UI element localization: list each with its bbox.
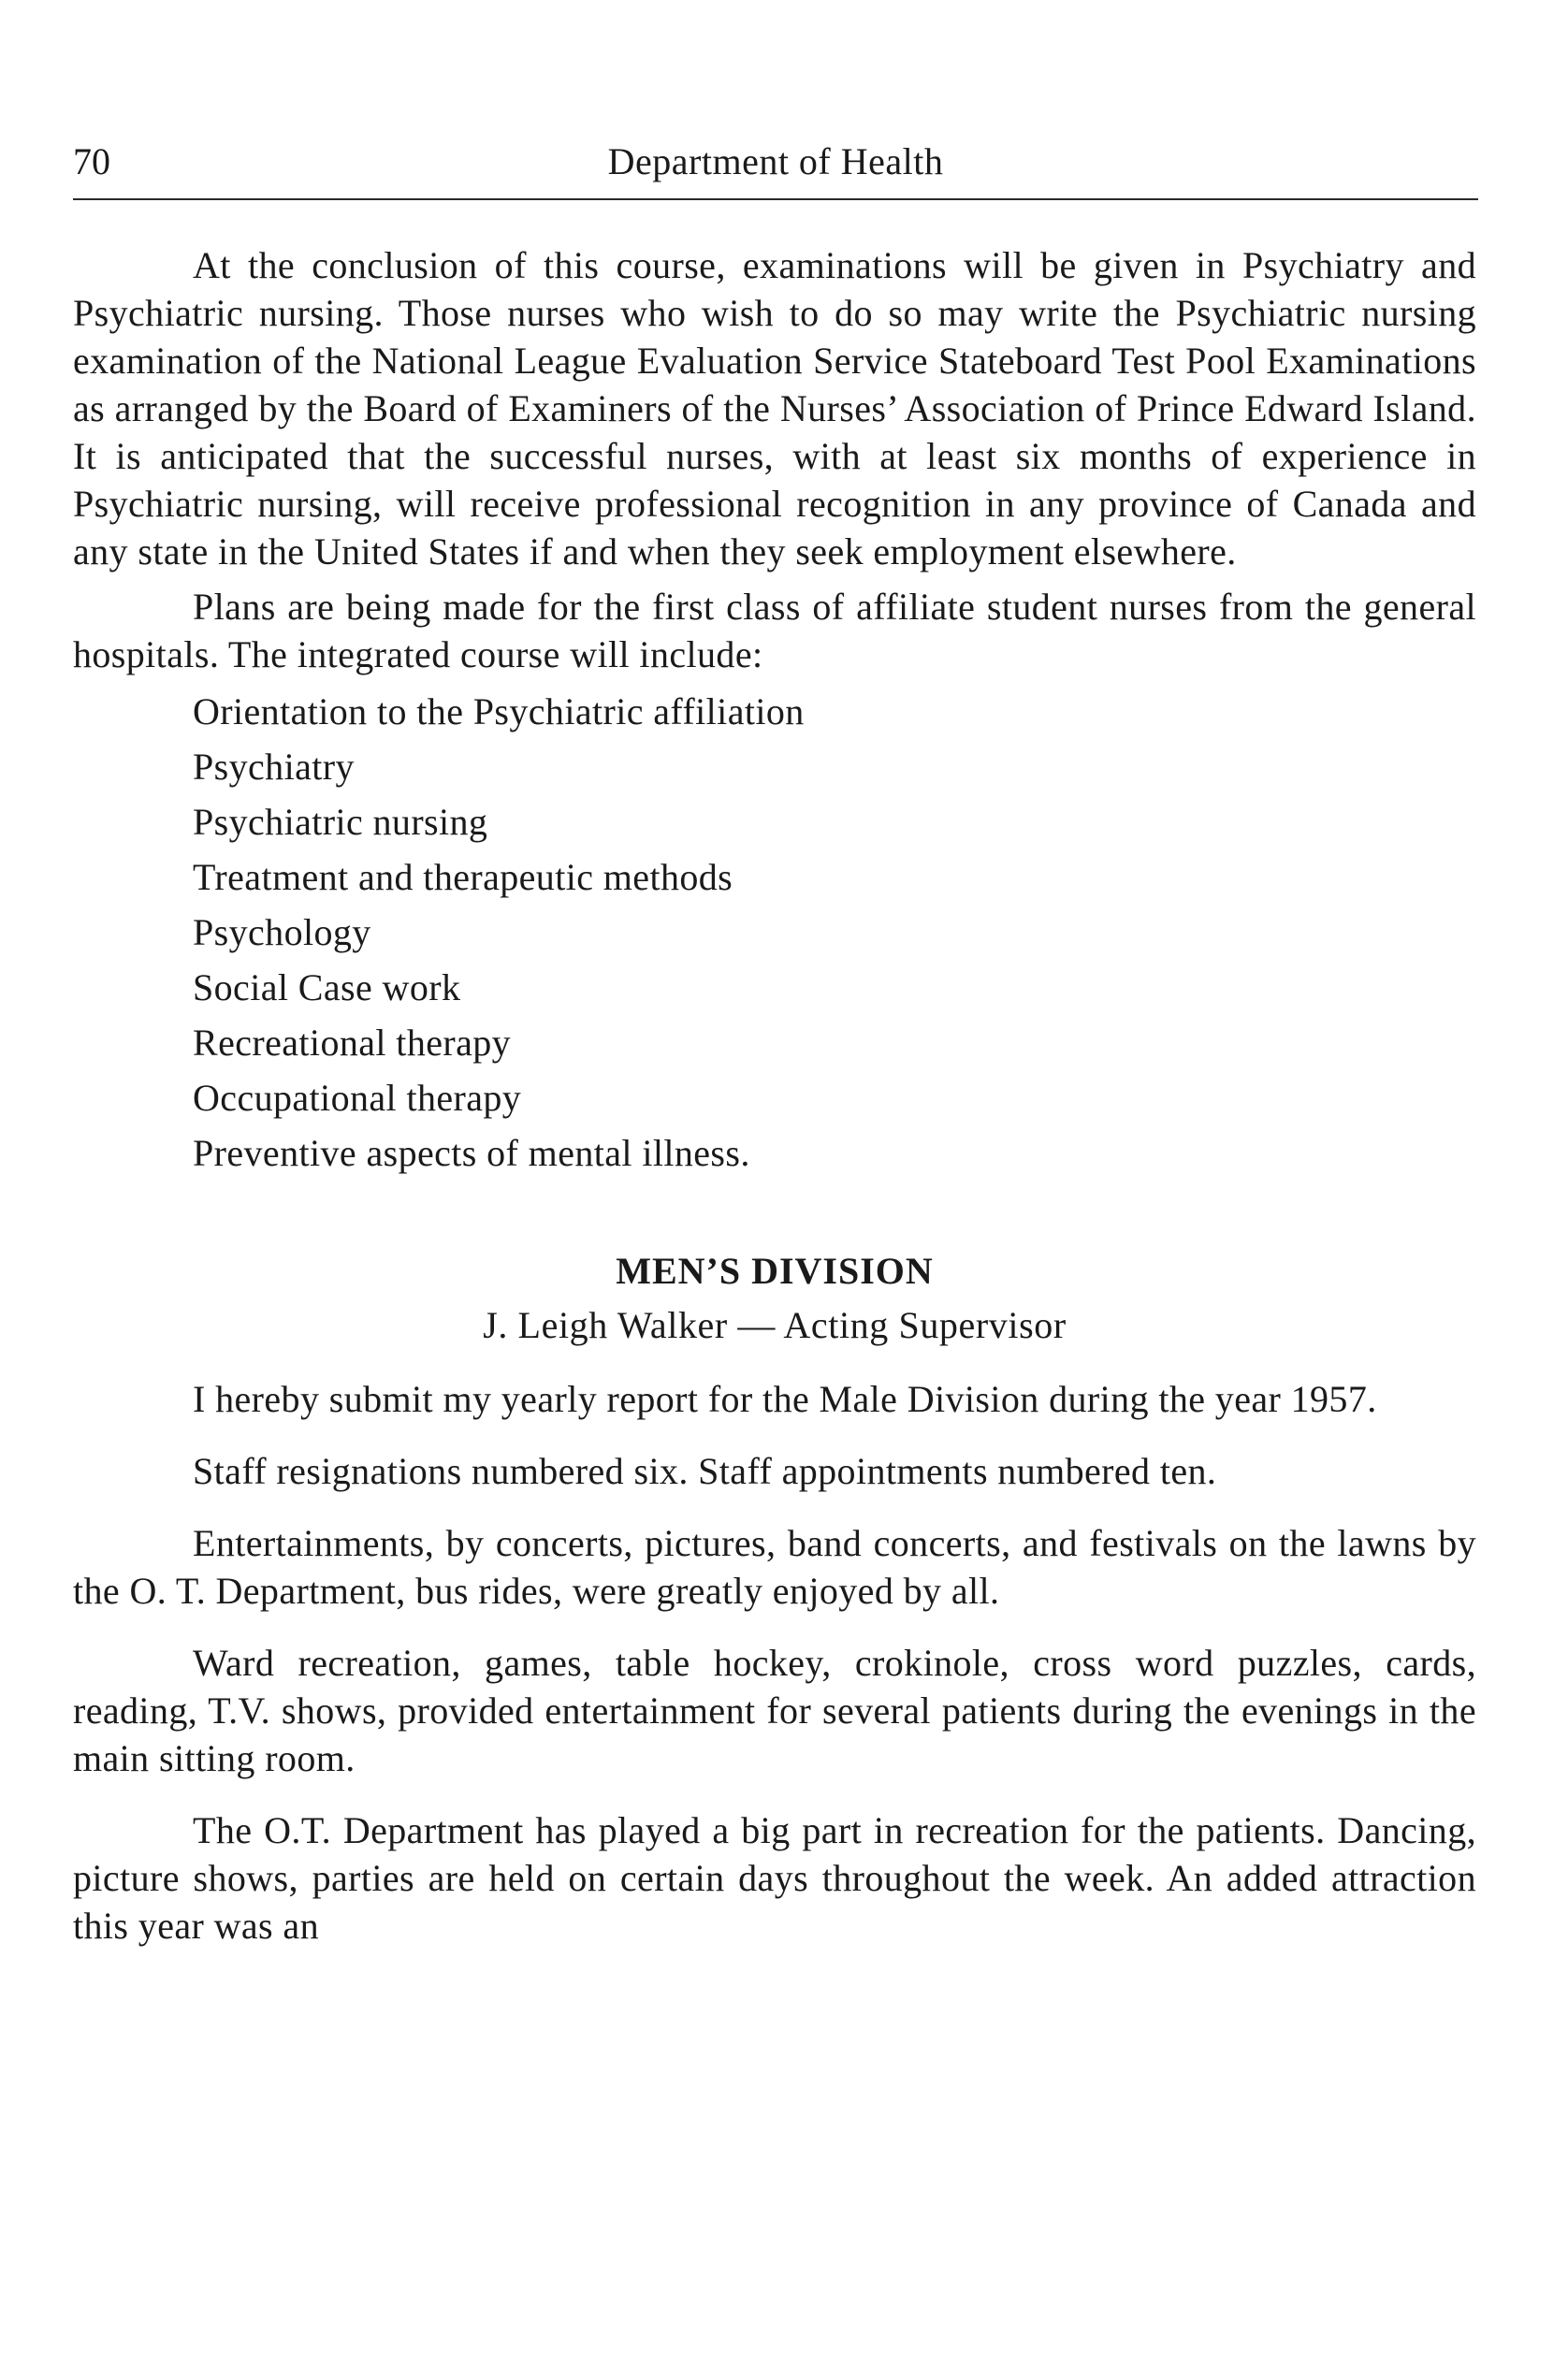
list-item: Occupational therapy [193, 1077, 522, 1119]
section-byline: J. Leigh Walker — Acting Supervisor [483, 1304, 1067, 1346]
section-heading: MEN’S DIVISION [616, 1250, 934, 1292]
running-title: Department of Health [607, 140, 944, 182]
paragraph-entertainments: Entertainments, by concerts, pictures, band concerts, and festivals on the lawns by the O. T. Department, bus rides, were greatly enjoyed by all. [73, 1522, 1476, 1612]
list-item: Social Case work [193, 966, 461, 1008]
header-rule [73, 198, 1478, 200]
body-text [73, 241, 1476, 1950]
list-item: Orientation to the Psychiatric affiliation [193, 690, 805, 732]
list-item: Psychology [193, 911, 371, 953]
paragraph-examinations: At the conclusion of this course, examinations will be given in Psychiatry and Psychiatric nursing. Those nurses who wish to do so may write the Psychiatric nursing examination of the National League Evaluation Service Stateboard Test Pool Examinations as arranged by the Board of Examiners of the Nurses’ Association of Prince Edward Island. It is anticipated that the successful nurses, with at least six months of experience in Psychiatric nursing, will receive professional recognition in any province of Canada and any state in the United States if and when they seek employment elsewhere. [73, 244, 1476, 573]
paragraph-yearly-report: I hereby submit my yearly report for the Male Division during the year 1957. [193, 1378, 1377, 1420]
paragraph-ward-recreation: Ward recreation, games, table hockey, crokinole, cross word puzzles, cards, reading, T.V. shows, provided entertainment for several patients during the evenings in the main sitting room. [73, 1642, 1476, 1779]
course-list [73, 684, 1476, 1181]
paragraph-affiliate-plans: Plans are being made for the first class of affiliate student nurses from the general hospitals. The integrated course will include: [73, 586, 1476, 675]
list-item: Recreational therapy [193, 1022, 512, 1064]
list-item: Treatment and therapeutic methods [193, 856, 733, 898]
list-item: Psychiatry [193, 746, 355, 788]
list-item: Preventive aspects of mental illness. [193, 1132, 750, 1174]
paragraph-staff: Staff resignations numbered six. Staff appointments numbered ten. [193, 1450, 1217, 1492]
page-number: 70 [73, 140, 110, 182]
paragraph-ot-department: The O.T. Department has played a big part in recreation for the patients. Dancing, picture shows, parties are held on certain days throughout the week. An added attraction this year was an [73, 1809, 1476, 1947]
list-item: Psychiatric nursing [193, 801, 488, 843]
running-header [73, 138, 1478, 185]
